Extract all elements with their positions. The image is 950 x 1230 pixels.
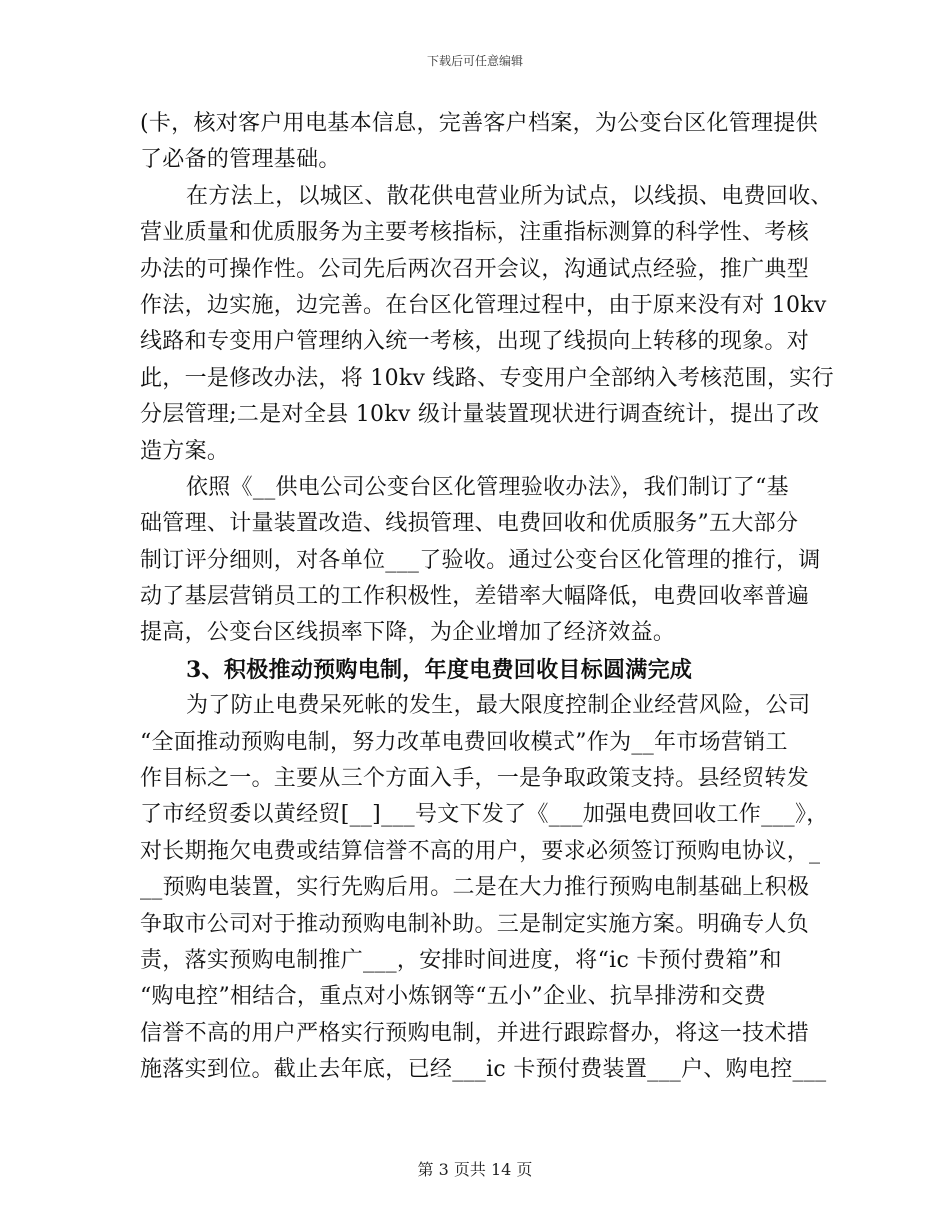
document-body [140, 106, 834, 1089]
text-line: “全面推动预购电制，努力改革电费回收模式”作为__年市场营销工 [140, 729, 788, 755]
text-line: 制订评分细则，对各单位___了验收。通过公变台区化管理的推行，调 [140, 547, 821, 573]
text-line: 分层管理;二是对全县 10kv 级计量装置现状进行调查统计，提出了改 [140, 402, 820, 428]
text-line: 施落实到位。截止去年底，已经___ic 卡预付费装置___户、购电控___ [140, 1057, 827, 1083]
text-line: 办法的可操作性。公司先后两次召开会议，沟通试点经验，推广典型 [140, 256, 810, 282]
text-line: __预购电装置，实行先购后用。二是在大力推行预购电制基础上积极 [140, 875, 810, 901]
text-line: 线路和专变用户管理纳入统一考核，出现了线损向上转移的现象。对 [140, 329, 810, 355]
text-line: 造方案。 [140, 438, 230, 464]
text-line: “购电控”相结合，重点对小炼钢等“五小”企业、抗旱排涝和交费 [140, 984, 766, 1010]
text-line: 信誉不高的用户严格实行预购电制，并进行跟踪督办，将这一技术措 [140, 1020, 810, 1046]
page-header: 下载后可任意编辑 [426, 54, 523, 68]
page-footer: 第 3 页共 14 页 [417, 1160, 533, 1179]
text-line: 了市经贸委以黄经贸[__]___号文下发了《___加强电费回收工作___》， [140, 802, 829, 828]
section-heading: 3、积极推动预购电制，年度电费回收目标圆满完成 [186, 656, 693, 683]
text-line: 为了防止电费呆死帐的发生，最大限度控制企业经营风险，公司 [186, 693, 811, 719]
text-line: 营业质量和优质服务为主要考核指标，注重指标测算的科学性、考核 [140, 220, 810, 246]
text-line: 对长期拖欠电费或结算信誉不高的用户，要求必须签订预购电协议，_ [140, 838, 821, 864]
text-line: 争取市公司对于推动预购电制补助。三是制定实施方案。明确专人负 [140, 911, 810, 937]
text-line: 此，一是修改办法，将 10kv 线路、专变用户全部纳入考核范围，实行 [140, 365, 834, 391]
text-line: 作法，边实施，边完善。在台区化管理过程中，由于原来没有对 10kv [140, 292, 827, 318]
text-line: 依照《__供电公司公变台区化管理验收办法》，我们制订了“基 [186, 474, 789, 500]
text-line: (卡，核对客户用电基本信息，完善客户档案，为公变台区化管理提供 [140, 111, 818, 136]
text-line: 责，落实预购电制推广___，安排时间进度，将“ic 卡预付费箱”和 [140, 947, 782, 973]
text-line: 作目标之一。主要从三个方面入手，一是争取政策支持。县经贸转发 [140, 766, 810, 792]
text-line: 动了基层营销员工的工作积极性，差错率大幅降低，电费回收率普遍 [140, 584, 810, 610]
text-line: 了必备的管理基础。 [140, 147, 341, 173]
text-line: 在方法上，以城区、散花供电营业所为试点，以线损、电费回收、 [186, 183, 833, 209]
text-line: 提高，公变台区线损率下降，为企业增加了经济效益。 [140, 620, 676, 646]
text-line: 础管理、计量装置改造、线损管理、电费回收和优质服务”五大部分 [140, 511, 799, 537]
